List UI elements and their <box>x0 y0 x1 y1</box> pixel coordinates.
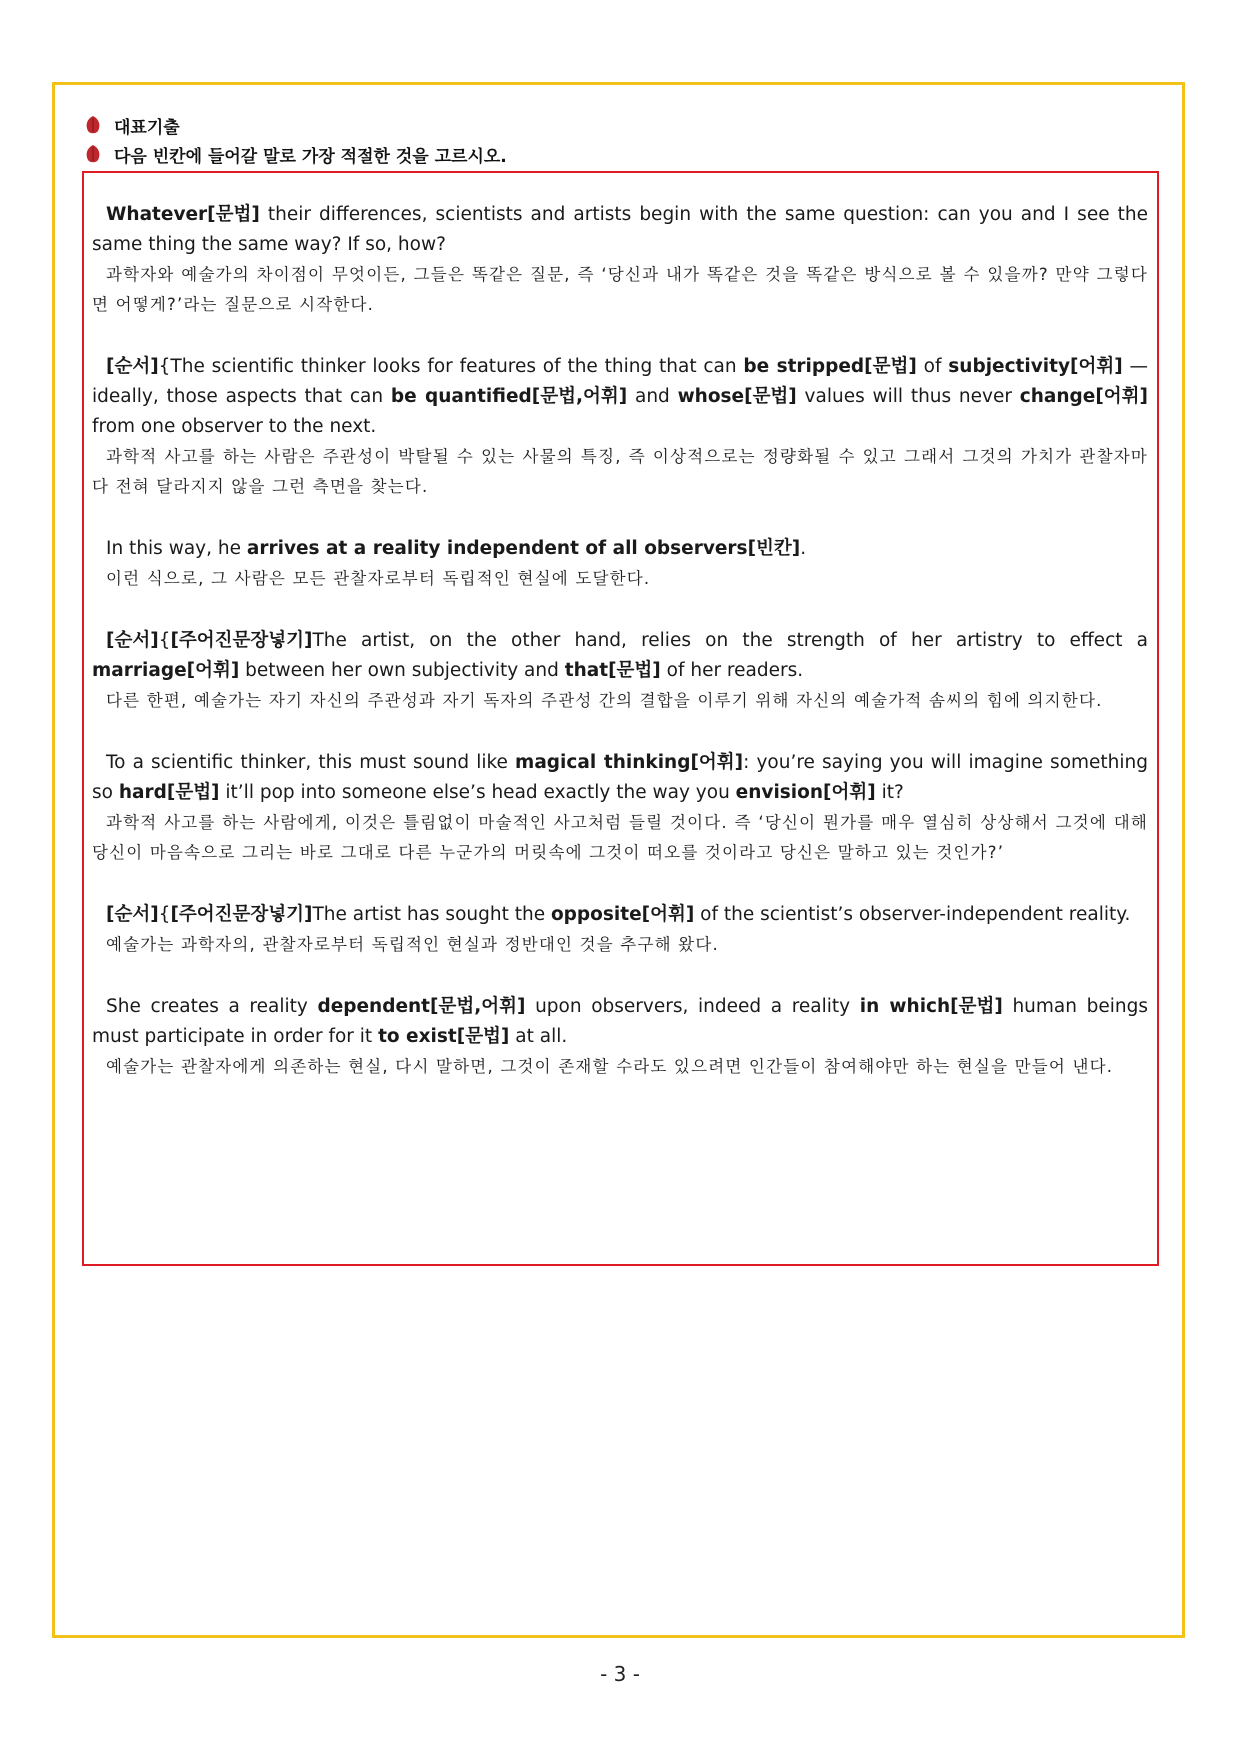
annotated-term: magical thinking[어휘] <box>515 752 744 773</box>
annotated-term: marriage[어휘] <box>92 660 240 681</box>
sentence-text: { <box>158 630 171 651</box>
header-category: 대표기출 <box>114 117 180 138</box>
passage-paragraph <box>92 200 1148 320</box>
korean-translation: 과학자와 예술가의 차이점이 무엇이든, 그들은 똑같은 질문, 즉 ‘당신과 내가 똑같은 것을 똑같은 방식으로 볼 수 있을까? 만약 그렇다면 어떻게?’라는 질문으로 시작한다. <box>92 265 1148 314</box>
sentence-text: of the scientist’s observer-independent reality. <box>694 904 1131 925</box>
sentence-text: upon observers, indeed a reality <box>525 996 860 1017</box>
red-leaf-bullet-icon <box>84 144 102 164</box>
korean-translation: 이런 식으로, 그 사람은 모든 관찰자로부터 독립적인 현실에 도달한다. <box>106 569 651 588</box>
english-sentence <box>92 200 1148 260</box>
sentence-text: — ideally, those aspects that can <box>92 356 1149 407</box>
passage-paragraph <box>92 352 1148 502</box>
sentence-text: : you’re saying you will imagine something so <box>92 752 1149 803</box>
annotated-term: be quantified[문법,어휘] <box>390 386 628 407</box>
sentence-text: human beings must participate in order for it <box>92 996 1148 1047</box>
sentence-text: at all. <box>509 1026 568 1047</box>
annotated-term: be stripped[문법] <box>743 356 917 377</box>
annotated-term: Whatever[문법] <box>106 204 260 225</box>
korean-translation: 과학적 사고를 하는 사람에게, 이것은 틀림없이 마술적인 사고처럼 들릴 것이다. 즉 ‘당신이 뭔가를 매우 열심히 상상해서 그것에 대해 당신이 마음속으로 그리는 바로 그대로 다른 누군가의 머릿속에 그것이 떠오를 것이라고 당신은 말하고 있는 것인가?’ <box>92 813 1148 862</box>
annotated-term: dependent[문법,어휘] <box>317 996 526 1017</box>
passage-paragraph <box>92 992 1148 1082</box>
sentence-text: of her readers. <box>660 660 804 681</box>
annotated-term: hard[문법] <box>118 782 220 803</box>
header-line-1 <box>84 110 180 140</box>
sentence-text: it’ll pop into someone else’s head exactly the way you <box>219 782 736 803</box>
annotated-term: to exist[문법] <box>378 1026 510 1047</box>
passage-paragraph <box>92 900 1148 960</box>
sentence-text: it? <box>875 782 904 803</box>
korean-translation: 예술가는 과학자의, 관찰자로부터 독립적인 현실과 정반대인 것을 추구해 왔다. <box>106 935 719 954</box>
korean-translation: 과학적 사고를 하는 사람은 주관성이 박탈될 수 있는 사물의 특징, 즉 이상적으로는 정량화될 수 있고 그래서 그것의 가치가 관찰자마다 전혀 달라지지 않을 그런 측면을 찾는다. <box>92 447 1148 496</box>
sentence-text: values will thus never <box>796 386 1020 407</box>
sentence-text: {The scientific thinker looks for features of the thing that can <box>158 356 744 377</box>
english-sentence <box>92 626 1148 686</box>
annotated-term: [순서] <box>106 356 159 377</box>
sentence-text: between her own subjectivity and <box>239 660 565 681</box>
english-sentence <box>92 748 1148 808</box>
english-sentence <box>92 992 1148 1052</box>
page-number: - 3 - <box>600 1662 640 1686</box>
header-line-2 <box>84 139 507 169</box>
annotated-term: [주어진문장넣기] <box>170 630 313 651</box>
sentence-text: To a scientific thinker, this must sound like <box>106 752 516 773</box>
passage-paragraph <box>92 748 1148 868</box>
annotated-term: that[문법] <box>564 660 661 681</box>
sentence-text: She creates a reality <box>106 996 318 1017</box>
english-sentence <box>92 534 1148 564</box>
english-sentence <box>92 352 1148 442</box>
sentence-text: The artist, on the other hand, relies on the strength of her artistry to effect a <box>312 630 1148 651</box>
annotated-term: change[어휘] <box>1019 386 1148 407</box>
annotated-term: arrives at a reality independent of all observers[빈칸] <box>246 538 801 559</box>
question-instruction: 다음 빈칸에 들어갈 말로 가장 적절한 것을 고르시오. <box>114 146 507 167</box>
sentence-text: of <box>916 356 949 377</box>
sentence-text: { <box>158 904 171 925</box>
annotated-term: opposite[어휘] <box>550 904 695 925</box>
annotated-term: [순서] <box>106 630 159 651</box>
annotated-term: [순서] <box>106 904 159 925</box>
sentence-text: from one observer to the next. <box>92 416 377 437</box>
korean-translation: 다른 한편, 예술가는 자기 자신의 주관성과 자기 독자의 주관성 간의 결합을 이루기 위해 자신의 예술가적 솜씨의 힘에 의지한다. <box>106 691 1103 710</box>
english-sentence <box>92 900 1148 930</box>
passage-paragraph <box>92 534 1148 594</box>
sentence-text: The artist has sought the <box>312 904 551 925</box>
passage-content <box>92 200 1148 1114</box>
annotated-term: whose[문법] <box>677 386 797 407</box>
korean-translation: 예술가는 관찰자에게 의존하는 현실, 다시 말하면, 그것이 존재할 수라도 있으려면 인간들이 참여해야만 하는 현실을 만들어 낸다. <box>106 1057 1114 1076</box>
passage-paragraph <box>92 626 1148 716</box>
annotated-term: [주어진문장넣기] <box>170 904 313 925</box>
annotated-term: envision[어휘] <box>735 782 876 803</box>
sentence-text: In this way, he <box>106 538 247 559</box>
annotated-term: in which[문법] <box>859 996 1003 1017</box>
red-leaf-bullet-icon <box>84 115 102 135</box>
sentence-text: and <box>627 386 678 407</box>
sentence-text: their differences, scientists and artists begin with the same question: can you and I see the same thing the same way? If so, how? <box>92 204 1148 255</box>
annotated-term: subjectivity[어휘] <box>948 356 1123 377</box>
sentence-text: . <box>800 538 807 559</box>
